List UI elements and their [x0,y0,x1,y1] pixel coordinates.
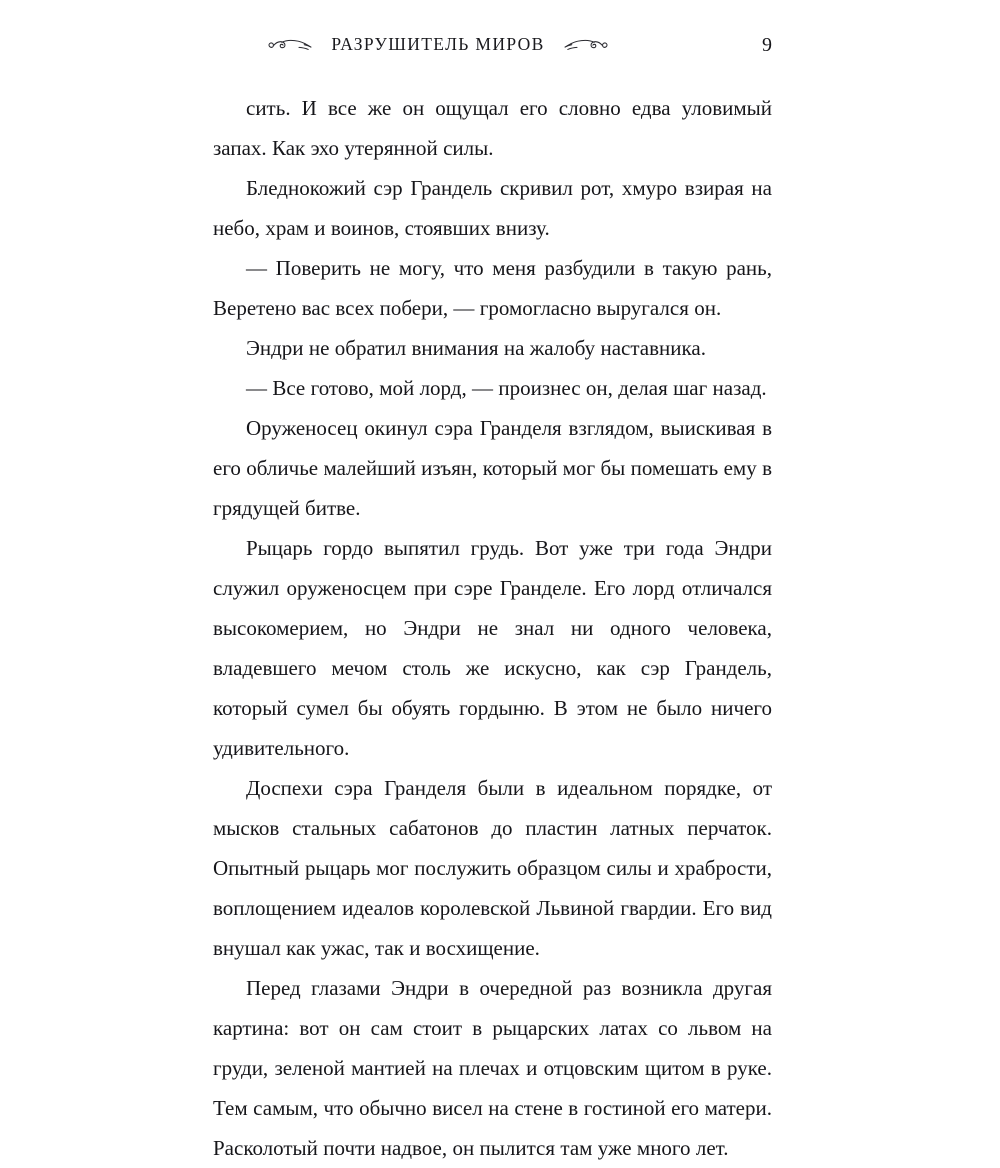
running-head-center [213,28,663,62]
running-head [213,28,772,62]
paragraph: Бледнокожий сэр Грандель скривил рот, хмуро взирая на небо, храм и воинов, стоявших внизу. [213,176,772,240]
paragraph: Перед глазами Эндри в очередной раз возникла другая картина: вот он сам стоит в рыцарских латах со львом на груди, зеленой мантией на плечах и отцовским щитом в руке. Тем самым, что обычно висел на стене в гостиной его матери. Расколотый почти надвое, он пылится там уже много лет. [213,976,772,1160]
paragraph: Эндри не обратил внимания на жалобу наставника. [246,336,706,360]
page-number: 9 [762,34,772,56]
paragraph: сить. И все же он ощущал его словно едва уловимый запах. Как эхо утерянной силы. [213,96,772,160]
paragraph-dialogue: — Поверить не могу, что меня разбудили в такую рань, Веретено вас всех побери, — громогласно выругался он. [213,256,772,320]
flourish-ornament-left [268,36,314,54]
running-head-title: РАЗРУШИТЕЛЬ МИРОВ [331,34,545,55]
body-text-block [213,88,772,1168]
paragraph: Рыцарь гордо выпятил грудь. Вот уже три года Эндри служил оруженосцем при сэре Гранделе. Его лорд отличался высокомерием, но Эндри не знал ни одного человека, владевшего мечом столь же искусно, как сэр Грандель, который сумел бы обуять гордыню. В этом не было ничего удивительного. [213,536,772,760]
flourish-ornament-right [562,36,608,54]
paragraph: Доспехи сэра Гранделя были в идеальном порядке, от мысков стальных сабатонов до пластин латных перчаток. Опытный рыцарь мог послужить образцом силы и храбрости, воплощением идеалов королевской Львиной гвардии. Его вид внушал как ужас, так и восхищение. [213,776,772,960]
paragraph-dialogue: — Все готово, мой лорд, — произнес он, делая шаг назад. [246,376,767,400]
paragraph: Оруженосец окинул сэра Гранделя взглядом, выискивая в его обличье малейший изъян, который мог бы помешать ему в грядущей битве. [213,416,772,520]
